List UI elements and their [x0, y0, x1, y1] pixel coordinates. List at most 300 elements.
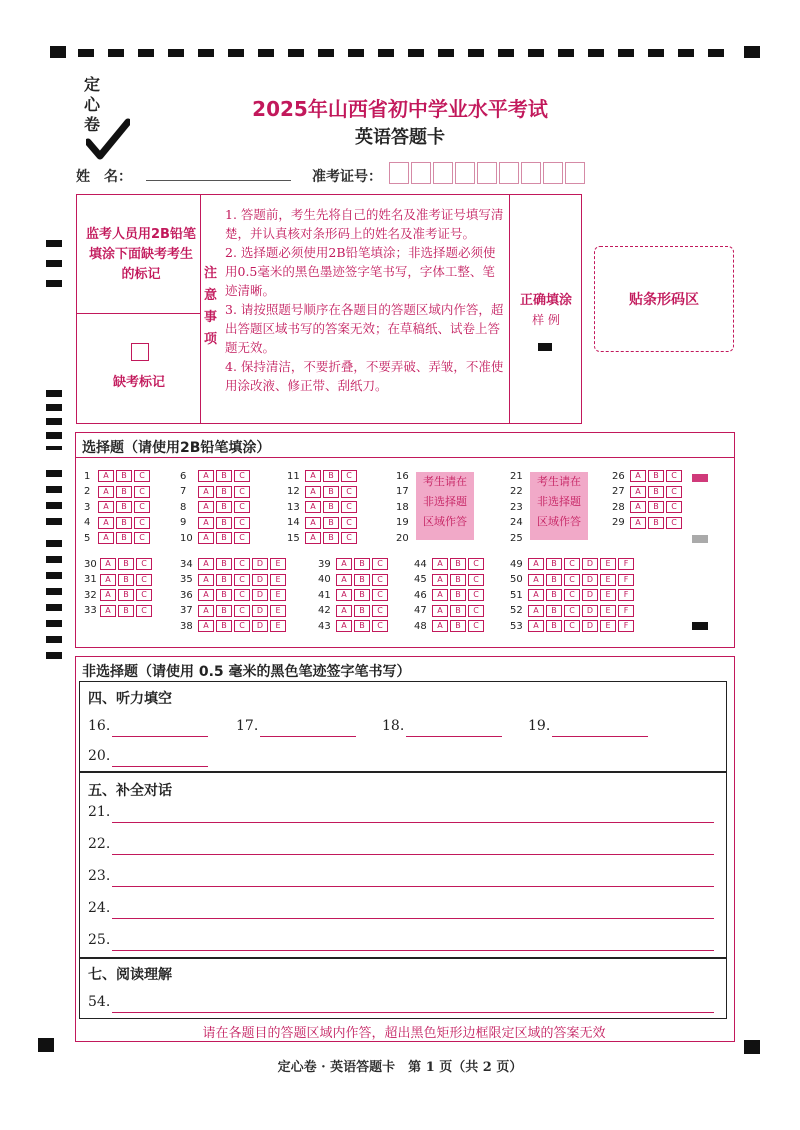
answer-bubble[interactable]: B — [116, 470, 132, 482]
question-row — [510, 573, 636, 587]
question-row — [180, 500, 252, 514]
answer-bubble[interactable]: D — [252, 574, 268, 586]
question-number: 12 — [287, 486, 300, 497]
question-number: 35 — [180, 574, 193, 585]
answer-bubble[interactable]: C — [341, 486, 357, 498]
bottom-warning: 请在各题目的答题区域内作答，超出黑色矩形边框限定区域的答案无效 — [202, 1026, 606, 1041]
answer-bubble[interactable]: D — [252, 605, 268, 617]
answer-bubble[interactable]: B — [450, 605, 466, 617]
answer-bubble[interactable]: B — [216, 620, 232, 632]
exam-title: 2025年山西省初中学业水平考试 — [252, 97, 548, 121]
section-5-box — [79, 771, 727, 959]
answer-bubble[interactable]: B — [216, 532, 232, 544]
answer-line[interactable] — [112, 886, 714, 887]
answer-line[interactable] — [112, 918, 714, 919]
question-row — [612, 500, 684, 514]
answer-bubble[interactable]: C — [134, 532, 150, 544]
question-row — [84, 557, 154, 571]
answer-line[interactable] — [112, 950, 714, 951]
question-row — [318, 588, 390, 602]
answer-bubble[interactable]: B — [216, 517, 232, 529]
section-7-box — [79, 957, 727, 1019]
answer-bubble[interactable]: B — [116, 486, 132, 498]
answer-bubble[interactable]: C — [341, 470, 357, 482]
question-row — [318, 619, 390, 633]
choice-header: 选择题（请使用2B铅笔填涂） — [82, 440, 271, 456]
answer-bubble[interactable]: B — [546, 605, 562, 617]
answer-bubble[interactable]: E — [600, 620, 616, 632]
timing-marks-top — [78, 49, 738, 57]
question-number: 41 — [318, 589, 331, 601]
answer-bubble[interactable]: E — [270, 620, 286, 632]
timing-marks-left-1 — [46, 240, 62, 300]
question-number: 6 — [180, 470, 187, 482]
answer-bubble[interactable]: B — [354, 574, 370, 586]
question-number: 5 — [84, 532, 91, 544]
question-number: 40 — [318, 574, 331, 585]
question-row — [612, 469, 684, 483]
question-number: 31 — [84, 574, 97, 585]
answer-bubble[interactable]: C — [666, 486, 682, 498]
answer-bubble[interactable]: C — [468, 558, 484, 570]
timing-marks-left-3 — [46, 470, 62, 530]
answer-bubble[interactable]: E — [270, 558, 286, 570]
answer-bubble[interactable]: A — [198, 486, 214, 498]
answer-bubble[interactable]: F — [618, 589, 634, 601]
answer-bubble[interactable]: B — [354, 605, 370, 617]
answer-bubble[interactable]: B — [354, 620, 370, 632]
answer-bubble[interactable]: C — [666, 517, 682, 529]
question-row — [612, 516, 684, 530]
notice-item: 1. 答题前，考生先将自己的姓名及准考证号填写清楚，并认真核对条形码上的姓名及准考证号。 — [225, 207, 504, 241]
answer-bubble[interactable]: A — [528, 589, 544, 601]
blank-label: 17. — [236, 718, 259, 734]
answer-bubble[interactable]: E — [600, 605, 616, 617]
answer-bubble[interactable]: A — [98, 501, 114, 513]
blank-label: 16. — [88, 718, 111, 734]
answer-bubble[interactable]: B — [216, 589, 232, 601]
question-row — [180, 469, 252, 483]
question-number: 46 — [414, 589, 427, 601]
barcode-label: 贴条形码区 — [629, 292, 699, 308]
question-number: 27 — [612, 486, 625, 497]
answer-bubble[interactable]: A — [432, 558, 448, 570]
question-row — [84, 516, 152, 530]
answer-bubble[interactable]: B — [450, 620, 466, 632]
answer-bubble[interactable]: A — [198, 589, 214, 601]
answer-bubble[interactable]: B — [118, 605, 134, 617]
notice-box — [200, 194, 510, 424]
answer-bubble[interactable]: B — [648, 470, 664, 482]
answer-bubble[interactable]: A — [98, 517, 114, 529]
timing-mark-pink — [692, 474, 708, 482]
registration-mark — [50, 46, 66, 58]
question-number: 52 — [510, 605, 523, 616]
absent-checkbox[interactable] — [131, 343, 149, 361]
answer-bubble[interactable]: A — [432, 620, 448, 632]
line-label: 24. — [88, 900, 111, 916]
answer-bubble[interactable]: B — [116, 517, 132, 529]
answer-bubble[interactable]: F — [618, 574, 634, 586]
question-number: 16 — [396, 470, 409, 482]
line-label: 21. — [88, 804, 111, 820]
answer-bubble[interactable]: A — [336, 558, 352, 570]
answer-bubble[interactable]: C — [564, 574, 580, 586]
answer-bubble[interactable]: E — [270, 605, 286, 617]
answer-bubble[interactable]: A — [98, 486, 114, 498]
question-row — [414, 573, 486, 587]
answer-bubble[interactable]: C — [341, 532, 357, 544]
answer-bubble[interactable]: B — [116, 501, 132, 513]
answer-bubble[interactable]: E — [270, 589, 286, 601]
question-number: 48 — [414, 620, 427, 632]
answer-bubble[interactable]: C — [468, 605, 484, 617]
card-subtitle: 英语答题卡 — [355, 127, 445, 148]
question-row — [180, 619, 288, 633]
blank-label: 18. — [382, 718, 405, 734]
answer-bubble[interactable]: A — [528, 574, 544, 586]
answer-bubble[interactable]: B — [323, 501, 339, 513]
answer-bubble[interactable]: D — [252, 589, 268, 601]
answer-bubble[interactable]: B — [450, 558, 466, 570]
answer-bubble[interactable]: A — [528, 620, 544, 632]
answer-blank[interactable] — [260, 736, 356, 737]
name-field[interactable] — [146, 180, 291, 181]
answer-bubble[interactable]: A — [336, 605, 352, 617]
answer-bubble[interactable]: C — [234, 501, 250, 513]
question-number: 34 — [180, 558, 193, 570]
question-number: 38 — [180, 620, 193, 632]
question-number: 45 — [414, 574, 427, 585]
filled-sample-mark — [538, 343, 552, 351]
question-row — [84, 588, 154, 602]
absent-instruction: 监考人员用2B铅笔填涂下面缺考考生的标记 — [86, 227, 196, 282]
answer-bubble[interactable]: C — [136, 605, 152, 617]
answer-bubble[interactable]: A — [100, 574, 116, 586]
question-number: 42 — [318, 605, 331, 616]
answer-bubble[interactable]: A — [100, 605, 116, 617]
answer-bubble[interactable]: A — [198, 532, 214, 544]
answer-bubble[interactable]: B — [323, 470, 339, 482]
question-row — [414, 588, 486, 602]
answer-bubble[interactable]: B — [216, 558, 232, 570]
blank-label: 19. — [528, 718, 551, 734]
answer-bubble[interactable]: A — [528, 605, 544, 617]
nonchoice-header: 非选择题（请使用 0.5 毫米的黑色笔迹签字笔书写） — [82, 664, 411, 680]
answer-bubble[interactable]: B — [648, 517, 664, 529]
question-number: 1 — [84, 470, 91, 482]
question-number: 11 — [287, 470, 300, 482]
answer-bubble[interactable]: C — [134, 470, 150, 482]
answer-line[interactable] — [112, 822, 714, 823]
question-row — [510, 557, 636, 571]
answer-bubble[interactable]: A — [100, 589, 116, 601]
answer-bubble[interactable]: C — [234, 620, 250, 632]
answer-bubble[interactable]: A — [336, 620, 352, 632]
question-number: 32 — [84, 589, 97, 601]
answer-blank[interactable] — [552, 736, 648, 737]
answer-bubble[interactable]: D — [582, 605, 598, 617]
question-number: 10 — [180, 532, 193, 544]
answer-bubble[interactable]: C — [564, 620, 580, 632]
answer-bubble[interactable]: B — [648, 486, 664, 498]
answer-line[interactable] — [112, 854, 714, 855]
question-row — [414, 557, 486, 571]
question-row — [612, 485, 684, 499]
answer-bubble[interactable]: B — [546, 589, 562, 601]
question-number: 33 — [84, 605, 97, 616]
question-row — [180, 604, 288, 618]
question-number: 47 — [414, 605, 427, 616]
answer-bubble[interactable]: C — [666, 501, 682, 513]
answer-bubble[interactable]: A — [305, 501, 321, 513]
answer-bubble[interactable]: C — [372, 605, 388, 617]
question-number: 2 — [84, 486, 91, 497]
answer-bubble[interactable]: C — [341, 517, 357, 529]
answer-bubble[interactable]: B — [323, 486, 339, 498]
question-number: 3 — [84, 501, 91, 513]
answer-bubble[interactable]: A — [630, 486, 646, 498]
question-number: 24 — [510, 517, 523, 528]
answer-bubble[interactable]: C — [234, 589, 250, 601]
answer-bubble[interactable]: B — [546, 558, 562, 570]
answer-bubble[interactable]: A — [336, 574, 352, 586]
question-number: 28 — [612, 501, 625, 513]
answer-bubble[interactable]: B — [450, 574, 466, 586]
timing-mark — [692, 622, 708, 630]
section-4-title: 四、听力填空 — [88, 691, 172, 707]
answer-bubble[interactable]: E — [600, 574, 616, 586]
answer-bubble[interactable]: C — [372, 589, 388, 601]
question-number: 44 — [414, 558, 427, 570]
question-row — [180, 588, 288, 602]
question-number: 20 — [396, 532, 409, 544]
answer-bubble[interactable]: B — [546, 620, 562, 632]
question-row — [84, 485, 152, 499]
answer-bubble[interactable]: C — [134, 517, 150, 529]
logo: 定心卷 — [84, 75, 101, 134]
question-number: 30 — [84, 558, 97, 570]
question-number: 19 — [396, 517, 409, 528]
question-number: 7 — [180, 486, 187, 497]
answer-bubble[interactable]: A — [528, 558, 544, 570]
question-number: 22 — [510, 486, 523, 497]
answer-bubble[interactable]: A — [305, 532, 321, 544]
answer-bubble[interactable]: C — [234, 532, 250, 544]
answer-bubble[interactable]: E — [270, 574, 286, 586]
answer-bubble[interactable]: C — [234, 558, 250, 570]
answer-bubble[interactable]: C — [234, 517, 250, 529]
question-row — [84, 500, 152, 514]
answer-bubble[interactable]: A — [305, 470, 321, 482]
timing-marks-left-2 — [46, 390, 62, 450]
correct-fill-label: 正确填涂 — [519, 293, 572, 308]
answer-bubble[interactable]: B — [354, 558, 370, 570]
answer-bubble[interactable]: B — [118, 589, 134, 601]
answer-bubble[interactable]: C — [234, 470, 250, 482]
question-number: 53 — [510, 620, 523, 632]
question-row — [287, 485, 359, 499]
answer-bubble[interactable]: A — [198, 558, 214, 570]
answer-bubble[interactable]: C — [372, 620, 388, 632]
answer-bubble[interactable]: C — [136, 589, 152, 601]
answer-bubble[interactable]: A — [630, 501, 646, 513]
answer-bubble[interactable]: E — [600, 558, 616, 570]
notice-item: 4. 保持清洁，不要折叠，不要弄破、弄皱，不准使用涂改液、修正带、刮纸刀。 — [225, 359, 504, 393]
answer-bubble[interactable]: C — [136, 574, 152, 586]
question-number: 21 — [510, 470, 523, 482]
answer-bubble[interactable]: B — [323, 517, 339, 529]
answer-bubble[interactable]: A — [630, 517, 646, 529]
question-row — [318, 604, 390, 618]
correct-fill-box — [509, 194, 582, 424]
answer-bubble[interactable]: E — [600, 589, 616, 601]
answer-bubble[interactable]: F — [618, 605, 634, 617]
question-number: 26 — [612, 470, 625, 482]
answer-bubble[interactable]: B — [323, 532, 339, 544]
registration-mark — [744, 46, 760, 58]
answer-bubble[interactable]: B — [216, 486, 232, 498]
line-label: 25. — [88, 932, 111, 948]
answer-bubble[interactable]: A — [198, 574, 214, 586]
question-row — [414, 604, 486, 618]
question-number: 9 — [180, 517, 187, 528]
answer-bubble[interactable]: A — [432, 574, 448, 586]
registration-mark — [38, 1038, 54, 1052]
question-row — [84, 573, 154, 587]
name-label: 姓 名： — [76, 169, 132, 185]
question-number: 13 — [287, 501, 300, 513]
answer-bubble[interactable]: A — [198, 470, 214, 482]
answer-bubble[interactable]: A — [305, 486, 321, 498]
section-5-title: 五、补全对话 — [88, 783, 172, 799]
answer-bubble[interactable]: A — [305, 517, 321, 529]
answer-bubble[interactable]: C — [468, 620, 484, 632]
question-row — [318, 573, 390, 587]
question-row — [84, 531, 152, 545]
question-number: 49 — [510, 558, 523, 570]
question-row — [180, 573, 288, 587]
answer-bubble[interactable]: C — [134, 501, 150, 513]
timing-marks-left-4 — [46, 540, 62, 660]
answer-blank[interactable] — [112, 766, 208, 767]
answer-bubble[interactable]: C — [468, 589, 484, 601]
registration-mark — [744, 1040, 760, 1054]
absent-mark-label: 缺考标记 — [112, 375, 165, 390]
answer-bubble[interactable]: C — [564, 605, 580, 617]
page-footer: 定心卷 · 英语答题卡 第 1 页（共 2 页） — [277, 1060, 523, 1075]
answer-bubble[interactable]: C — [372, 574, 388, 586]
question-number: 8 — [180, 501, 187, 513]
answer-bubble[interactable]: B — [118, 558, 134, 570]
section-7-title: 七、阅读理解 — [88, 967, 172, 983]
question-row — [287, 500, 359, 514]
question-number: 18 — [396, 501, 409, 513]
line-label: 54. — [88, 994, 111, 1010]
answer-bubble[interactable]: A — [98, 532, 114, 544]
nonchoice-notice-1: 考生请在 非选择题 区域作答 — [416, 472, 474, 540]
answer-bubble[interactable]: D — [252, 620, 268, 632]
question-row — [287, 516, 359, 530]
question-row — [510, 604, 636, 618]
answer-bubble[interactable]: A — [630, 470, 646, 482]
answer-bubble[interactable]: F — [618, 620, 634, 632]
answer-bubble[interactable]: B — [450, 589, 466, 601]
answer-bubble[interactable]: C — [666, 470, 682, 482]
answer-bubble[interactable]: B — [116, 532, 132, 544]
line-label: 22. — [88, 836, 111, 852]
answer-bubble[interactable]: A — [98, 470, 114, 482]
answer-bubble[interactable]: A — [198, 501, 214, 513]
answer-bubble[interactable]: C — [234, 605, 250, 617]
answer-bubble[interactable]: A — [100, 558, 116, 570]
answer-line[interactable] — [112, 1012, 714, 1013]
id-label: 准考证号： — [312, 169, 382, 185]
answer-bubble[interactable]: A — [336, 589, 352, 601]
answer-bubble[interactable]: A — [198, 605, 214, 617]
answer-bubble[interactable]: C — [468, 574, 484, 586]
notice-item: 3. 请按照题号顺序在各题目的答题区域内作答，超出答题区域书写的答案无效；在草稿纸、试卷上答题无效。 — [225, 302, 504, 355]
answer-bubble[interactable]: C — [134, 486, 150, 498]
question-row — [510, 588, 636, 602]
answer-bubble[interactable]: B — [546, 574, 562, 586]
answer-bubble[interactable]: B — [118, 574, 134, 586]
question-number: 29 — [612, 517, 625, 528]
barcode-area — [594, 246, 734, 352]
answer-bubble[interactable]: B — [216, 605, 232, 617]
answer-bubble[interactable]: C — [564, 589, 580, 601]
answer-bubble[interactable]: A — [198, 620, 214, 632]
answer-bubble[interactable]: C — [564, 558, 580, 570]
answer-bubble[interactable]: B — [216, 501, 232, 513]
nonchoice-notice-2: 考生请在 非选择题 区域作答 — [530, 472, 588, 540]
question-number: 37 — [180, 605, 193, 616]
answer-bubble[interactable]: D — [582, 574, 598, 586]
question-number: 25 — [510, 532, 523, 544]
answer-bubble[interactable]: A — [198, 517, 214, 529]
answer-bubble[interactable]: B — [354, 589, 370, 601]
answer-bubble[interactable]: C — [234, 486, 250, 498]
line-label: 23. — [88, 868, 111, 884]
question-number: 14 — [287, 517, 300, 528]
answer-bubble[interactable]: B — [216, 574, 232, 586]
answer-bubble[interactable]: D — [582, 620, 598, 632]
answer-bubble[interactable]: D — [252, 558, 268, 570]
answer-bubble[interactable]: A — [432, 605, 448, 617]
question-number: 50 — [510, 574, 523, 585]
answer-bubble[interactable]: A — [432, 589, 448, 601]
answer-blank[interactable] — [406, 736, 502, 737]
answer-bubble[interactable]: D — [582, 558, 598, 570]
answer-bubble[interactable]: D — [582, 589, 598, 601]
answer-bubble[interactable]: B — [648, 501, 664, 513]
answer-blank[interactable] — [112, 736, 208, 737]
answer-bubble[interactable]: B — [216, 470, 232, 482]
answer-bubble[interactable]: F — [618, 558, 634, 570]
question-row — [84, 604, 154, 618]
question-number: 23 — [510, 501, 523, 513]
answer-bubble[interactable]: C — [234, 574, 250, 586]
blank-label: 20. — [88, 748, 111, 764]
answer-bubble[interactable]: C — [372, 558, 388, 570]
answer-bubble[interactable]: C — [136, 558, 152, 570]
question-number: 4 — [84, 517, 91, 528]
notice-title: 注意事项 — [204, 266, 218, 347]
question-row — [414, 619, 486, 633]
answer-bubble[interactable]: C — [341, 501, 357, 513]
question-number: 39 — [318, 558, 331, 570]
question-row — [180, 485, 252, 499]
